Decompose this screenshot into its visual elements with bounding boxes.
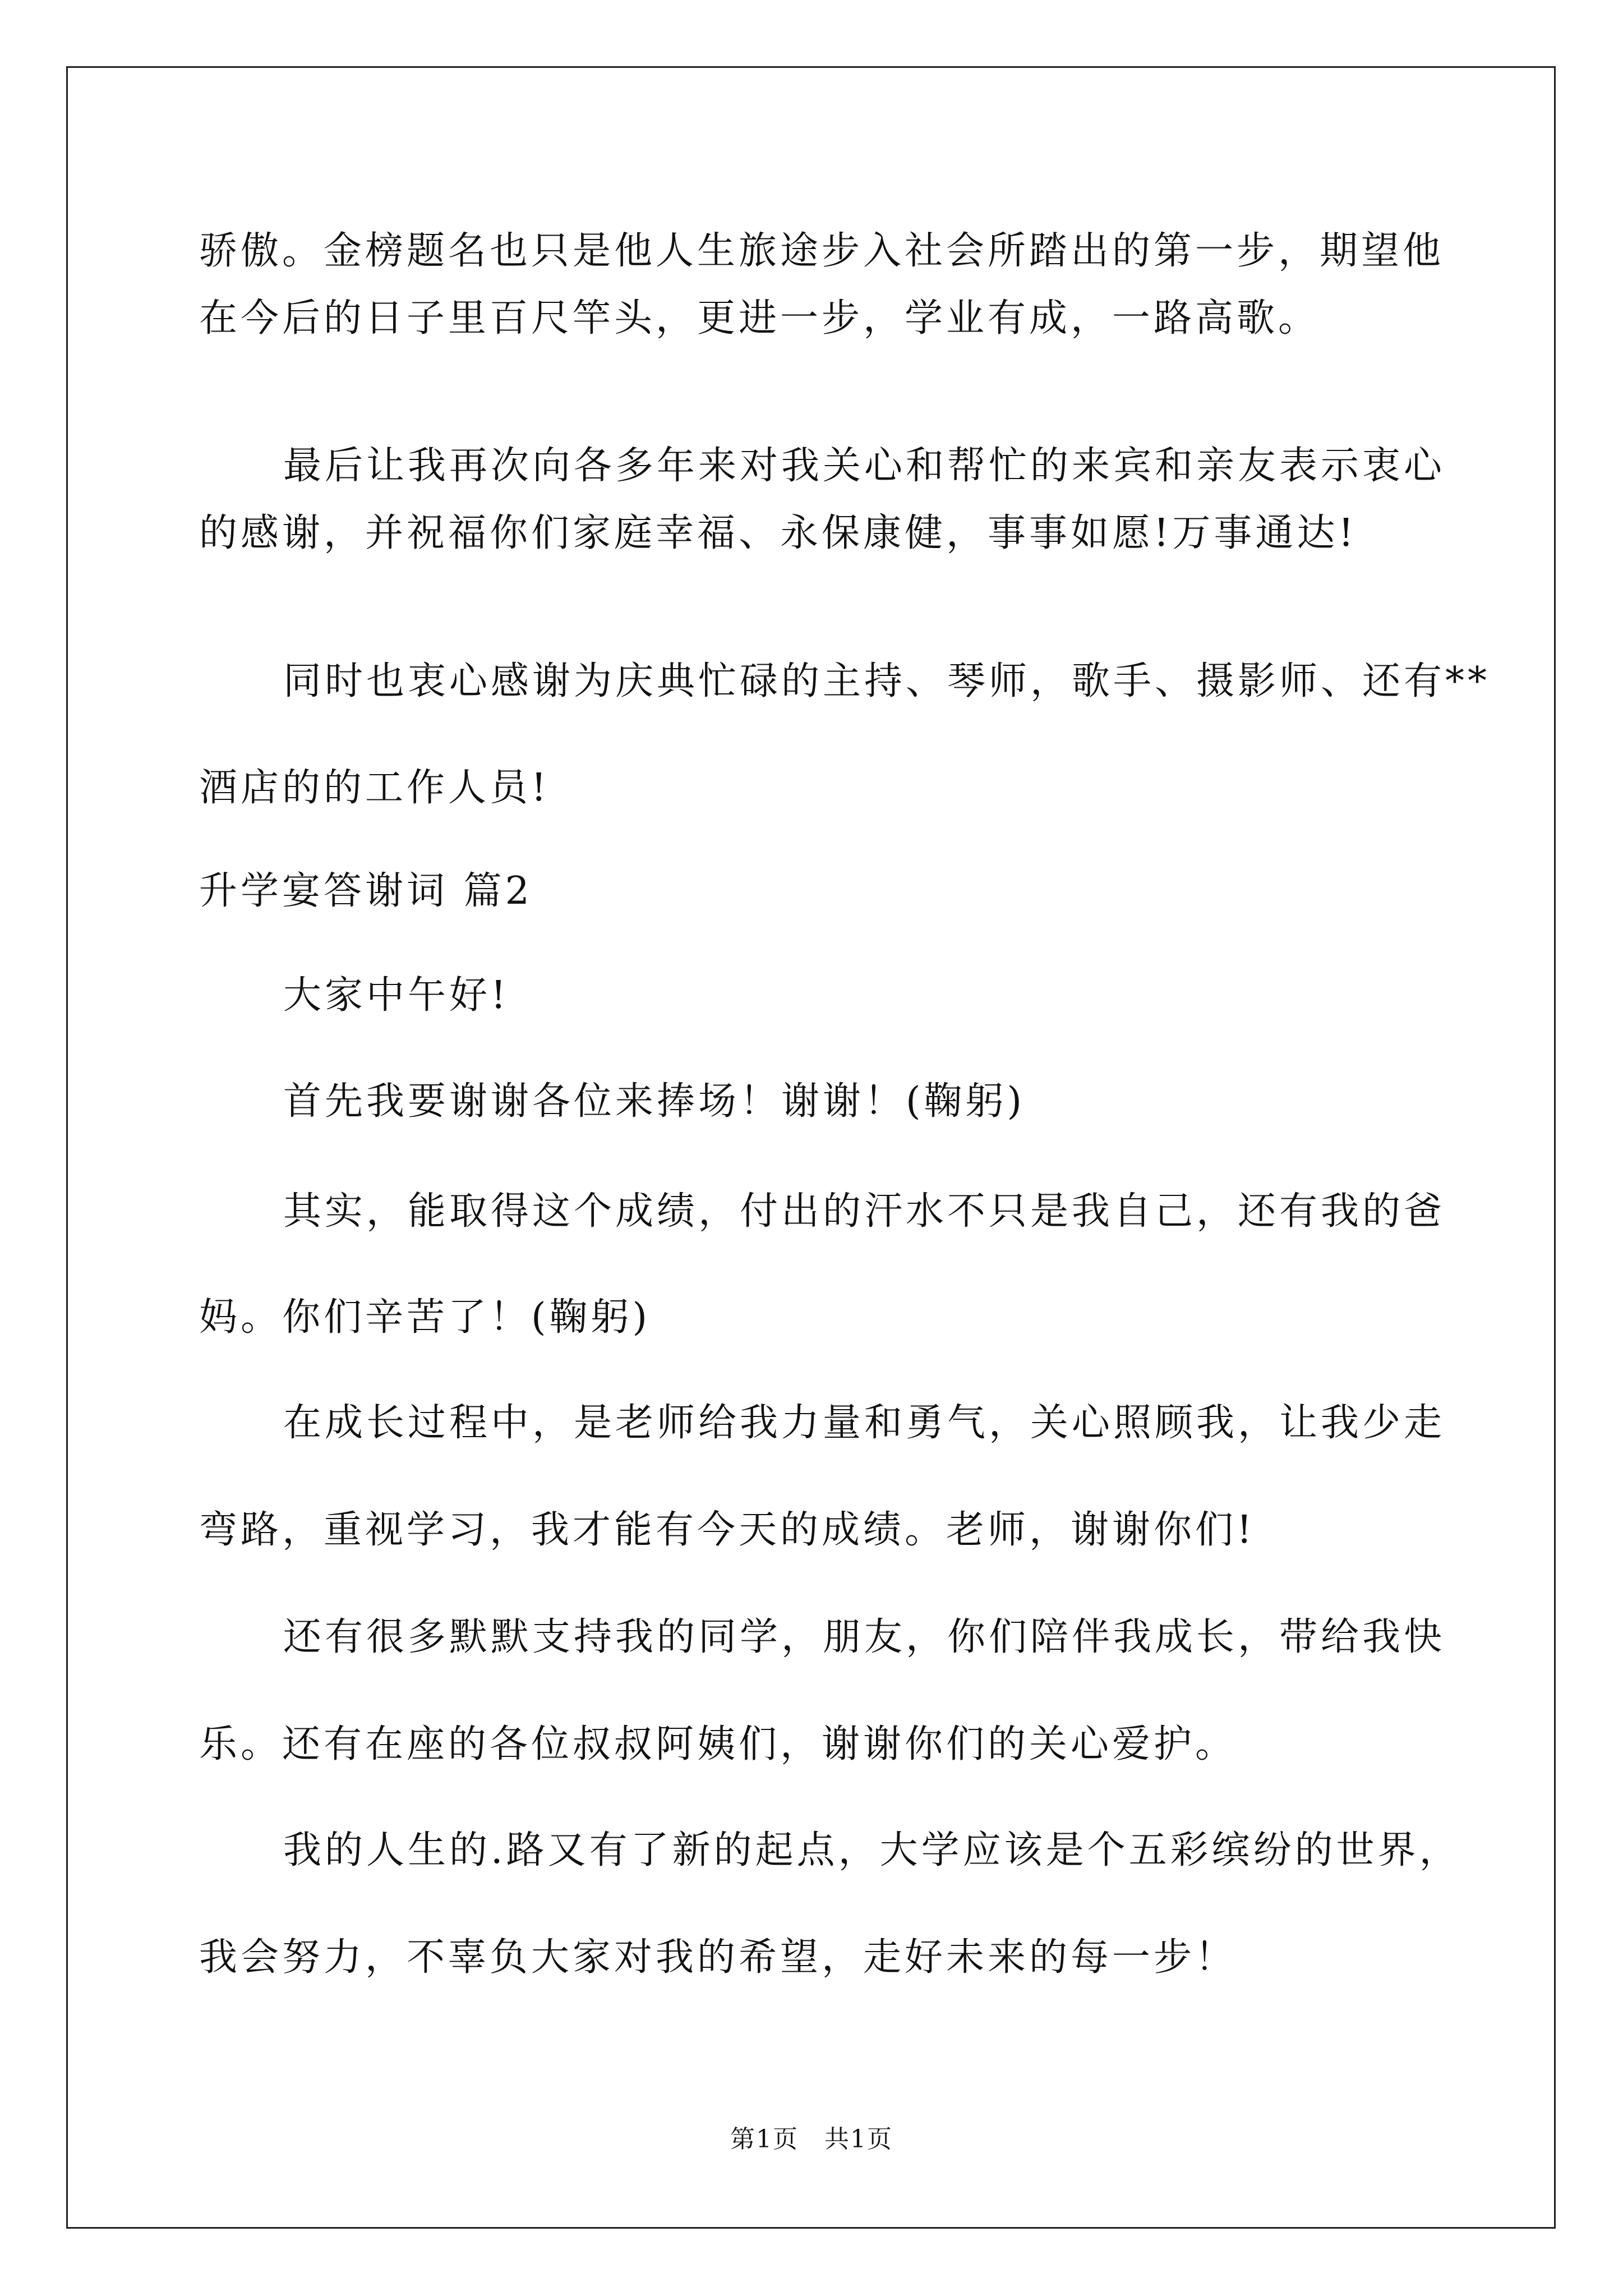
text-line: 其实，能取得这个成绩，付出的汗水不只是我自己，还有我的爸: [283, 1189, 1446, 1234]
text-line: 最后让我再次向各多年来对我关心和帮忙的来宾和亲友表示衷心: [283, 444, 1446, 488]
text-line: 乐。还有在座的各位叔叔阿姨们，谢谢你们的关心爱护。: [199, 1722, 1237, 1766]
text-line: 同时也衷心感谢为庆典忙碌的主持、琴师，歌手、摄影师、还有**: [283, 659, 1491, 703]
text-line: 大家中午好!: [283, 973, 510, 1018]
text-line: 妈。你们辛苦了！(鞠躬): [199, 1295, 651, 1340]
text-line: 在今后的日子里百尺竿头，更进一步，学业有成，一路高歌。: [199, 296, 1320, 341]
text-line: 我的人生的.路又有了新的起点，大学应该是个五彩缤纷的世界，: [283, 1828, 1461, 1872]
text-line: 在成长过程中，是老师给我力量和勇气，关心照顾我，让我少走: [283, 1401, 1446, 1445]
text-line: 首先我要谢谢各位来捧场！谢谢！(鞠躬): [283, 1079, 1026, 1124]
text-line: 弯路，重视学习，我才能有今天的成绩。老师，谢谢你们!: [199, 1508, 1256, 1552]
text-line: 还有很多默默支持我的同学，朋友，你们陪伴我成长，带给我快: [283, 1615, 1446, 1659]
text-line: 的感谢，并祝福你们家庭幸福、永保康健，事事如愿!万事通达!: [199, 511, 1357, 555]
text-line: 酒店的的工作人员!: [199, 766, 550, 810]
page-number-footer: 第1页 共1页: [730, 2125, 893, 2154]
text-line: 我会努力，不辜负大家对我的希望，走好未来的每一步！: [199, 1935, 1237, 1980]
page-border: [66, 66, 1556, 2229]
section-heading: 升学宴答谢词 篇2: [199, 869, 533, 913]
text-line: 骄傲。金榜题名也只是他人生旅途步入社会所踏出的第一步，期望他: [199, 229, 1445, 273]
